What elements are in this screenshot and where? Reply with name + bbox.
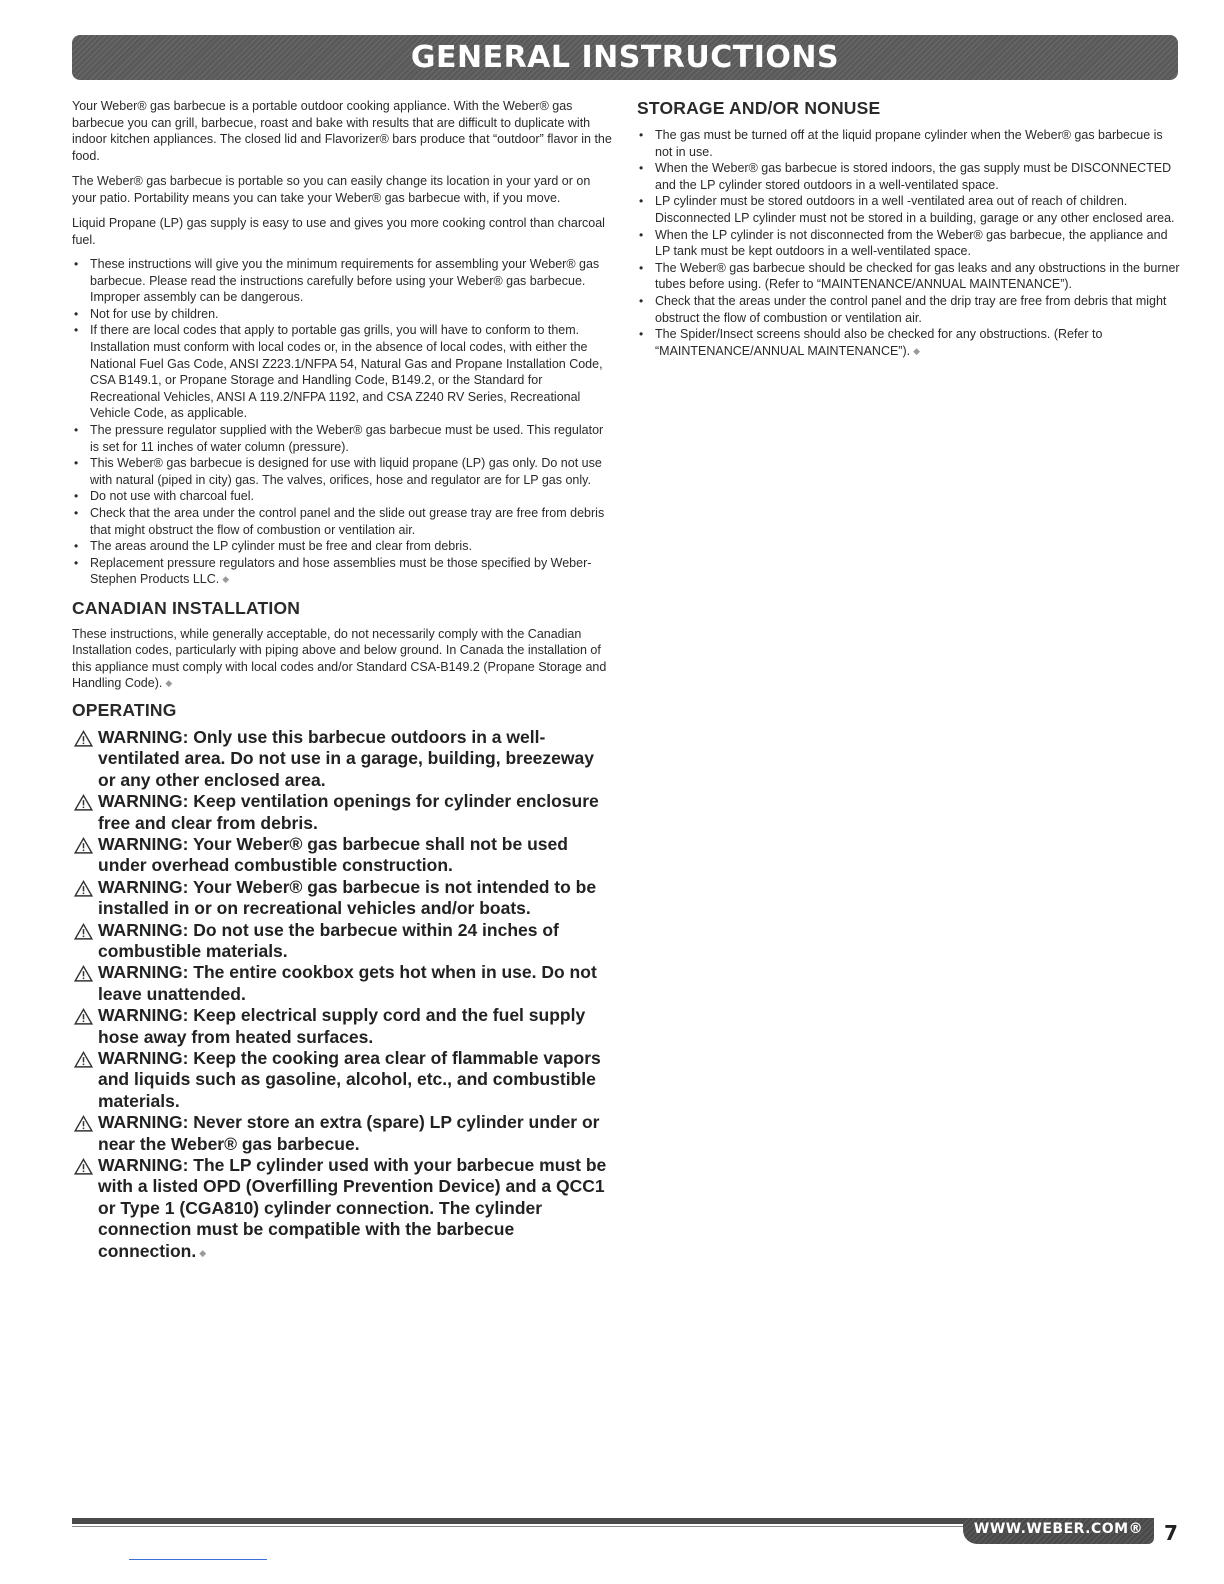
list-item: • The gas must be turned off at the liquid propane cylinder when the Weber® gas barbecue is not in use. xyxy=(639,128,1163,159)
warning-item: WARNING: Only use this barbecue outdoors in a well-ventilated area. Do not use in a garage, building, breezeway or any other enclosed area. xyxy=(72,727,615,791)
warning-item: WARNING: Keep the cooking area clear of flammable vapors and liquids such as gasoline, alcohol, etc., and combustible materials. xyxy=(72,1048,615,1112)
bottom-link-underline xyxy=(129,1559,267,1560)
list-item: • LP cylinder must be stored outdoors in a well -ventilated area out of reach of children. Disconnected LP cylinder must not be stored in a building, garage or any other enclosed area. xyxy=(639,194,1175,225)
list-item: • The Weber® gas barbecue should be checked for gas leaks and any obstructions in the burner tubes before using. (Refer to “MAINTENANCE/ANNUAL MAINTENANCE”). xyxy=(639,260,1180,292)
warning-triangle-icon xyxy=(74,965,93,982)
list-item: • The pressure regulator supplied with the Weber® gas barbecue must be used. This regulator is set for 11 inches of water column (pressure). xyxy=(74,422,604,454)
warning-list xyxy=(72,727,615,1264)
warning-triangle-icon xyxy=(74,837,93,854)
list-item: • Check that the areas under the control panel and the drip tray are free from debris that might obstruct the flow of combustion or ventilation air. xyxy=(639,293,1167,325)
warning-triangle-icon xyxy=(74,730,93,747)
storage-heading: STORAGE AND/OR NONUSE xyxy=(637,98,881,118)
end-of-section-icon: ◆ xyxy=(165,678,173,689)
list-item: • The areas around the LP cylinder must be free and clear from debris. xyxy=(74,539,472,554)
lp-paragraph: Liquid Propane (LP) gas supply is easy to use and gives you more cooking control than charcoal fuel. xyxy=(72,216,605,247)
warning-item: WARNING: Your Weber® gas barbecue is not intended to be installed in or on recreational vehicles and/or boats. xyxy=(72,877,615,920)
warning-item: WARNING: Do not use the barbecue within 24 inches of combustible materials. xyxy=(72,920,615,963)
warning-item: WARNING: Never store an extra (spare) LP cylinder under or near the Weber® gas barbecue. xyxy=(72,1112,615,1155)
end-of-section-icon: ◆ xyxy=(222,574,230,585)
canadian-installation-text: These instructions, while generally acceptable, do not necessarily comply with the Canadian Installation codes, particularly with piping above and below ground. In Canada the installation of this appliance must comply with local codes and/or Standard CSA-B149.2 (Propane Storage and Handling Code). ◆ xyxy=(72,626,607,691)
warning-triangle-icon xyxy=(74,1051,93,1068)
website-tab xyxy=(963,1518,1154,1544)
list-item: • Check that the area under the control panel and the slide out grease tray are free from debris that might obstruct the flow of combustion or ventilation air. xyxy=(74,505,605,537)
right-column xyxy=(637,98,1182,359)
list-item: • Do not use with charcoal fuel. xyxy=(74,489,254,504)
storage-bullet-list xyxy=(637,127,1182,359)
section-banner xyxy=(72,35,1178,80)
list-item: • This Weber® gas barbecue is designed for use with liquid propane (LP) gas only. Do not use with natural (piped in city) gas. The valves, orifices, hose and regulator are for LP gas only. xyxy=(74,456,602,487)
warning-item: WARNING: Your Weber® gas barbecue shall not be used under overhead combustible construction. xyxy=(72,834,615,877)
list-item: • If there are local codes that apply to portable gas grills, you will have to conform to them. Installation must conform with local codes or, in the absence of local codes, with either the National Fuel Gas Code, ANSI Z223.1/NFPA 54, Natural Gas and Propane Installation Code, CSA B149.1, or Propane Storage and Handling Code, B149.2, or the Standard for Recreational Vehicles, ANSI A 119.2/NFPA 1192, and CSA Z240 RV Series, Recreational Vehicle Code, as applicable. xyxy=(74,323,603,421)
warning-triangle-icon xyxy=(74,880,93,897)
warning-triangle-icon xyxy=(74,794,93,811)
page-number: 7 xyxy=(1164,1521,1178,1545)
list-item: • Replacement pressure regulators and hose assemblies must be those specified by Weber-Stephen Products LLC. ◆ xyxy=(74,555,592,587)
website-link[interactable]: WWW.WEBER.COM® xyxy=(973,1521,1144,1537)
end-of-section-icon: ◆ xyxy=(199,1247,207,1258)
operating-heading: OPERATING xyxy=(72,699,177,720)
left-column xyxy=(72,98,615,1264)
list-item: • These instructions will give you the minimum requirements for assembling your Weber® gas barbecue. Please read the instructions carefully before using your Weber® gas barbecue. Improper assembly can be dangerous. xyxy=(74,257,600,305)
list-item: • When the Weber® gas barbecue is stored indoors, the gas supply must be DISCONNECTED and the LP cylinder stored outdoors in a well-ventilated space. xyxy=(639,161,1172,192)
warning-item: WARNING: Keep ventilation openings for cylinder enclosure free and clear from debris. xyxy=(72,791,615,834)
page-title: GENERAL INSTRUCTIONS xyxy=(410,40,840,75)
canadian-installation-heading: CANADIAN INSTALLATION xyxy=(72,597,301,618)
warning-triangle-icon xyxy=(74,923,93,940)
warning-item: WARNING: The entire cookbox gets hot when in use. Do not leave unattended. xyxy=(72,962,615,1005)
list-item: • The Spider/Insect screens should also be checked for any obstructions. (Refer to “MAINTENANCE/ANNUAL MAINTENANCE”). ◆ xyxy=(639,327,1103,358)
list-item: • Not for use by children. xyxy=(74,306,219,321)
portability-paragraph: The Weber® gas barbecue is portable so you can easily change its location in your yard or on your patio. Portability means you can take your Weber® gas barbecue with, if you move. xyxy=(72,174,591,205)
end-of-section-icon: ◆ xyxy=(913,345,921,356)
warning-item: WARNING: Keep electrical supply cord and the fuel supply hose away from heated surfaces. xyxy=(72,1005,615,1048)
warning-triangle-icon xyxy=(74,1158,93,1175)
warning-item: WARNING: The LP cylinder used with your barbecue must be with a listed OPD (Overfilling Prevention Device) and a QCC1 or Type 1 (CGA810) cylinder connection. The cylinder connection must be compatible with the barbecue connection. ◆ xyxy=(72,1155,615,1264)
general-bullet-list xyxy=(72,256,615,588)
warning-triangle-icon xyxy=(74,1115,93,1132)
list-item: • When the LP cylinder is not disconnected from the Weber® gas barbecue, the appliance and LP tank must be kept outdoors in a well-ventilated space. xyxy=(639,227,1168,259)
intro-paragraph: Your Weber® gas barbecue is a portable outdoor cooking appliance. With the Weber® gas barbecue you can grill, barbecue, roast and bake with results that are difficult to duplicate with indoor kitchen appliances. The closed lid and Flavorizer® bars produce that “outdoor” flavor in the food. xyxy=(72,99,612,163)
warning-triangle-icon xyxy=(74,1008,93,1025)
